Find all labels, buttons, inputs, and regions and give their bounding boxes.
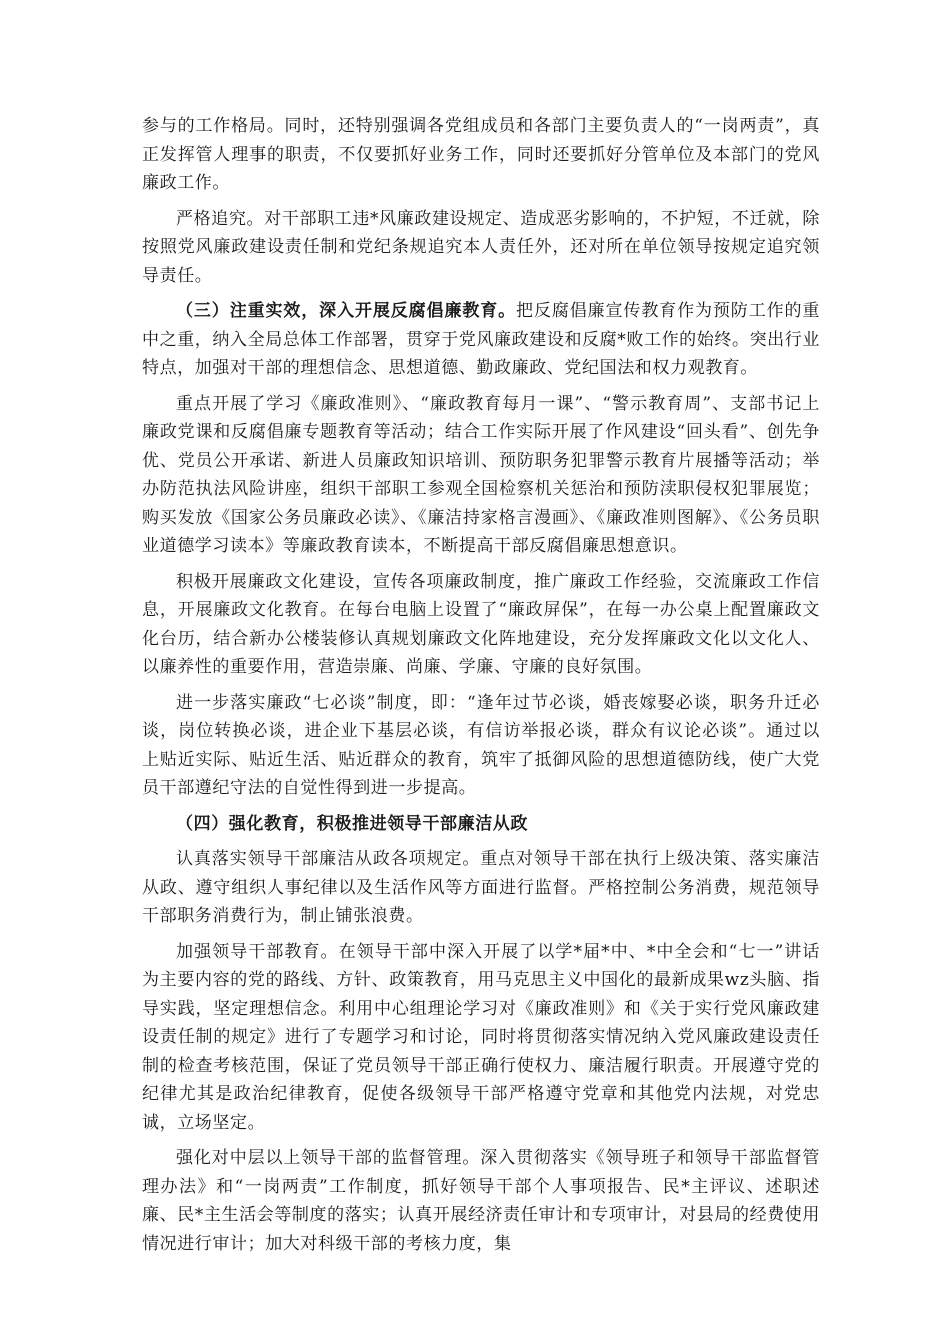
paragraph-text: 重点开展了学习《廉政准则》、“廉政教育每月一课”、“警示教育周”、支部书记上廉政党课和反腐倡廉专题教育等活动；结合工作实际开展了作风建设“回头看”、创先争优、党员公开承诺、新进人员廉政知识培训、预防职务犯罪警示教育片展播等活动；举办防范执法风险讲座，组织干部职工参观全国检察机关惩治和预防渎职侵权犯罪展览；购买发放《国家公务员廉政必读》、《廉洁持家格言漫画》、《廉政准则图解》、《公务员职业道德学习读本》等廉政教育读本，不断提高干部反腐倡廉思想意识。 bbox=[142, 393, 820, 556]
document-body bbox=[142, 112, 820, 1265]
paragraph: 强化对中层以上领导干部的监督管理。深入贯彻落实《领导班子和领导干部监督管理办法》和“一岗两责”工作制度，抓好领导干部个人事项报告、民*主评议、述职述廉、民*主生活会等制度的落实；认真开展经济责任审计和专项审计，对县局的经费使用情况进行审计；加大对科级干部的考核力度，集 bbox=[142, 1148, 820, 1254]
paragraph-text: 严格追究。对干部职工违*风廉政建设规定、造成恶劣影响的，不护短，不迁就，除按照党风廉政建设责任制和党纪条规追究本人责任外，还对所在单位领导按规定追究领导责任。 bbox=[142, 208, 820, 286]
paragraph: 认真落实领导干部廉洁从政各项规定。重点对领导干部在执行上级决策、落实廉洁从政、遵守组织人事纪律以及生活作风等方面进行监督。严格控制公务消费，规范领导干部职务消费行为，制止铺张浪费。 bbox=[142, 849, 820, 926]
paragraph bbox=[142, 297, 820, 383]
paragraph bbox=[142, 112, 820, 198]
paragraph-text: 把反腐倡廉宣传教育作为预防工作的重中之重，纳入全局总体工作部署，贯穿于党风廉政建设和反腐*败工作的始终。突出行业特点，加强对干部的理想信念、思想道德、勤政廉政、党纪国法和权力观教育。 bbox=[142, 301, 820, 378]
paragraph bbox=[142, 390, 820, 561]
paragraph bbox=[142, 568, 820, 682]
paragraph bbox=[142, 205, 820, 291]
paragraph-text: 进一步落实廉政“七必谈”制度，即：“逢年过节必谈，婚丧嫁娶必谈，职务升迁必谈，岗位转换必谈，进企业下基层必谈，有信访举报必谈，群众有议论必谈”。通过以上贴近实际、贴近生活、贴近群众的教育，筑牢了抵御风险的思想道德防线，使广大党员干部遵纪守法的自觉性得到进一步提高。 bbox=[142, 692, 820, 798]
paragraph: 加强领导干部教育。在领导干部中深入开展了以学*届*中、*中全会和“七一”讲话为主要内容的党的路线、方针、政策教育，用马克思主义中国化的最新成果wz头脑、指导实践，坚定理想信念。利用中心组理论学习对《廉政准则》和《关于实行党风廉政建设责任制的规定》进行了专题学习和讨论，同时将贯彻落实情况纳入党风廉政建设责任制的检查考核范围，保证了党员领导干部正确行使权力、廉洁履行职责。开展遵守党的纪律尤其是政治纪律教育，促使各级领导干部严格遵守党章和其他党内法规，对党忠诚，立场坚定。 bbox=[142, 941, 820, 1133]
paragraph-text: 积极开展廉政文化建设，宣传各项廉政制度，推广廉政工作经验，交流廉政工作信息，开展廉政文化教育。在每台电脑上设置了“廉政屏保”，在每一办公桌上配置廉政文化台历，结合新办公楼装修认真规划廉政文化阵地建设，充分发挥廉政文化以文化人、以廉养性的重要作用，营造崇廉、尚廉、学廉、守廉的良好氛围。 bbox=[142, 571, 820, 677]
paragraph-text: 参与的工作格局。同时，还特别强调各党组成员和各部门主要负责人的“一岗两责”，真正发挥管人理事的职责，不仅要抓好业务工作，同时还要抓好分管单位及本部门的党风廉政工作。 bbox=[142, 116, 820, 193]
section-heading-3: （三）注重实效，深入开展反腐倡廉教育。 bbox=[176, 301, 517, 321]
paragraph bbox=[142, 689, 820, 803]
section-heading-4: （四）强化教育，积极推进领导干部廉洁从政 bbox=[176, 813, 528, 834]
